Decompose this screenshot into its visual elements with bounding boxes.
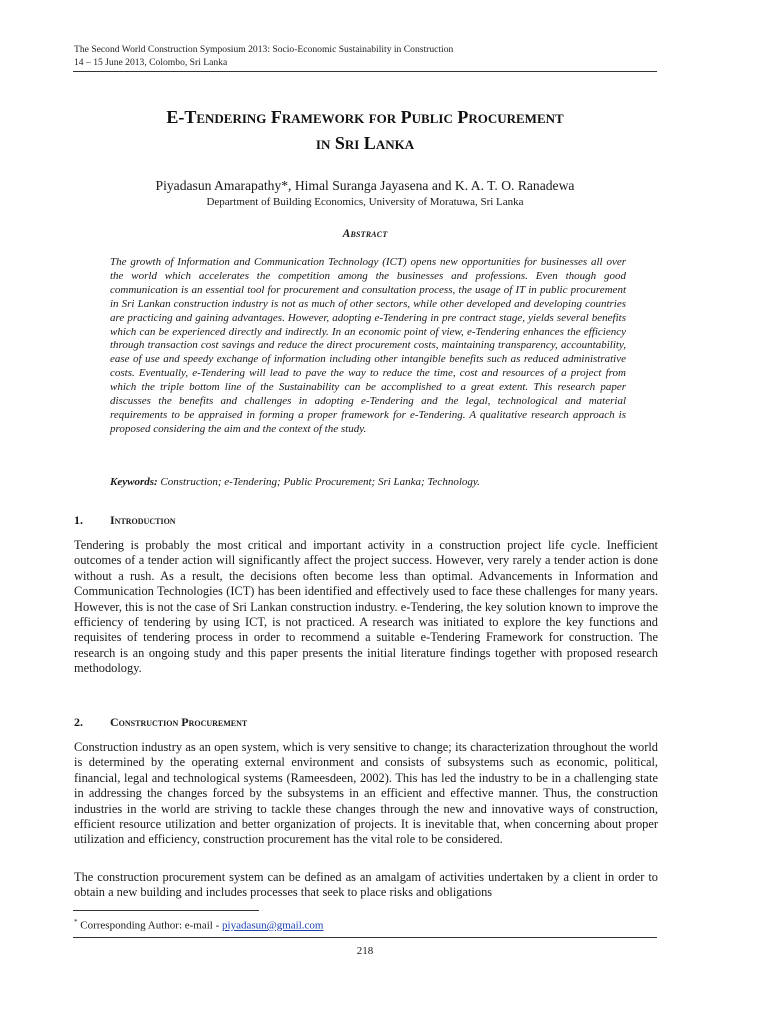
section-title: Introduction	[110, 513, 176, 527]
author-list: Piyadasun Amarapathy*, Himal Suranga Jayasena and K. A. T. O. Ranadewa	[155, 178, 575, 193]
footnote	[74, 915, 656, 933]
section-heading-construction-procurement	[74, 714, 656, 730]
bottom-rule	[73, 937, 657, 938]
abstract-text: The growth of Information and Communication Technology (ICT) opens new opportunities for businesses all over the world which accelerates the competition among the businesses and professions. Even though good communication is an essential tool for procurement and consultation process, the usage of IT in public procurement in Sri Lankan construction industry is not as much of other sectors, while other developed and developing countries are practicing and gaining advantages. However, adopting e-Tendering in pre contract stage, yields several benefits which can be experienced directly and indirectly. In an economic point of view, e-Tendering enhances the efficiency through transaction cost savings and reduce the direct procurement costs, maintaining transparency, accountability, ease of use and speedy exchange of information including other intangible benefits such as reduced administrative costs. Eventually, e-Tendering will lead to pave the way to reduce the time, cost and resources of a project from which the triple bottom line of the Sustainability can be accomplished to a great extent. This research paper discusses the benefits and challenges in adopting e-Tendering and the legal, technological and material requirements to be appraised in forming a proper framework for e-Tendering. A qualitative research approach is proposed considering the aim and the context of the study.	[110, 256, 626, 435]
abstract-heading: Abstract	[342, 228, 388, 240]
paper-title-line-2: in Sri Lanka	[315, 133, 415, 153]
running-header-date: 14 – 15 June 2013, Colombo, Sri Lanka	[74, 57, 228, 68]
paper-title-line-1: E-Tendering Framework for Public Procurement	[166, 107, 564, 127]
affiliation: Department of Building Economics, University of Moratuwa, Sri Lanka	[206, 196, 524, 208]
keywords-list: Construction; e-Tendering; Public Procurement; Sri Lanka; Technology.	[160, 476, 480, 488]
section-title: Construction Procurement	[110, 715, 248, 729]
procurement-paragraph-2: The construction procurement system can be defined as an amalgam of activities undertaken by a client in order to obtain a new building and includes processes that seek to place risks and obligations	[74, 870, 658, 900]
section-number: 1.	[74, 513, 83, 527]
section-number: 2.	[74, 715, 83, 729]
header-rule	[73, 71, 657, 72]
running-header-conference: The Second World Construction Symposium 2013: Socio-Economic Sustainability in Construction	[74, 44, 454, 55]
author-email-link[interactable]: piyadasun@gmail.com	[222, 919, 324, 932]
footnote-rule	[73, 910, 259, 911]
procurement-paragraph-1: Construction industry as an open system, which is very sensitive to change; its characterization throughout the world is determined by the operating external environment and consists of subsystems such as economic, political, financial, legal and technological systems (Rameesdeen, 2002). This has led the industry to be in a challenging state in addressing the changes forced by the subsystems in an efficient and effective manner. Thus, the construction industries in the world are striving to tackle these changes through the new and innovative ways of construction, efficient resource utilization and better organization of projects. It is inevitable that, when concerning about proper utilization and efficiency, construction procurement has the vital role to be considered.	[74, 740, 658, 847]
footnote-text: Corresponding Author: e-mail -	[80, 919, 223, 932]
page-number: 218	[356, 945, 374, 957]
paper-title	[74, 104, 656, 156]
section-heading-introduction	[74, 512, 656, 528]
keywords	[110, 475, 626, 489]
running-header	[74, 43, 656, 69]
introduction-paragraph: Tendering is probably the most critical and important activity in a construction project life cycle. Inefficient outcomes of a tender action will significantly affect the project success. However, very rarely a tender action is done without a rush. As a result, the decisions often become less than optimal. Advancements in Information and Communication Technologies (ICT) has been identified and effectively used to face these challenges for many years. However, this is not the case of Sri Lankan construction industry. e-Tendering, the key solution known to improve the efficiency of tendering by using ICT, is not practiced. A research was initiated to explore the key functions and requisites of tendering process in order to recommend a suitable e-Tendering Framework for construction. The research is an ongoing study and this paper presents the initial literature findings together with proposed research methodology.	[74, 538, 658, 676]
keywords-label: Keywords:	[110, 476, 158, 488]
footnote-marker: *	[74, 918, 78, 926]
